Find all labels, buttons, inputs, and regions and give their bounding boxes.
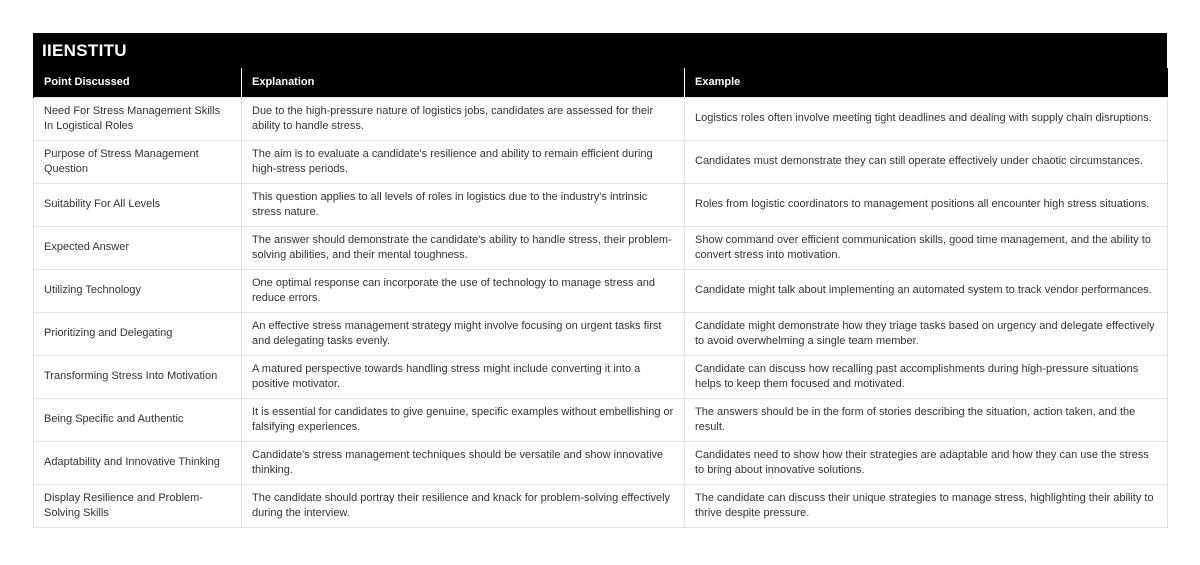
header-explanation: Explanation xyxy=(242,68,685,97)
cell-explanation: It is essential for candidates to give genuine, specific examples without embellishing or falsifying experiences. xyxy=(242,398,685,441)
cell-example: Candidates must demonstrate they can still operate effectively under chaotic circumstances. xyxy=(685,140,1168,183)
content-table-container xyxy=(33,33,1167,528)
cell-example: Candidate can discuss how recalling past accomplishments during high-pressure situations helps to keep them focused and motivated. xyxy=(685,355,1168,398)
header-example: Example xyxy=(685,68,1168,97)
cell-point: Expected Answer xyxy=(34,226,242,269)
table-row xyxy=(34,398,1168,441)
cell-point: Transforming Stress Into Motivation xyxy=(34,355,242,398)
table-body xyxy=(34,97,1168,527)
cell-example: Logistics roles often involve meeting tight deadlines and dealing with supply chain disruptions. xyxy=(685,97,1168,140)
cell-example: The answers should be in the form of stories describing the situation, action taken, and the result. xyxy=(685,398,1168,441)
cell-point: Utilizing Technology xyxy=(34,269,242,312)
table-row xyxy=(34,183,1168,226)
cell-explanation: Candidate's stress management techniques should be versatile and show innovative thinking. xyxy=(242,441,685,484)
cell-example: Show command over efficient communication skills, good time management, and the ability to convert stress into motivation. xyxy=(685,226,1168,269)
cell-explanation: The answer should demonstrate the candidate's ability to handle stress, their problem-solving abilities, and their mental toughness. xyxy=(242,226,685,269)
table-row xyxy=(34,484,1168,527)
table-row xyxy=(34,140,1168,183)
brand-title: IIENSTITU xyxy=(33,33,1167,68)
table-row xyxy=(34,312,1168,355)
cell-explanation: The aim is to evaluate a candidate's resilience and ability to remain efficient during high-stress periods. xyxy=(242,140,685,183)
cell-example: Candidate might talk about implementing an automated system to track vendor performances. xyxy=(685,269,1168,312)
cell-explanation: An effective stress management strategy might involve focusing on urgent tasks first and delegating tasks evenly. xyxy=(242,312,685,355)
cell-example: The candidate can discuss their unique strategies to manage stress, highlighting their ability to thrive despite pressure. xyxy=(685,484,1168,527)
cell-point: Display Resilience and Problem-Solving Skills xyxy=(34,484,242,527)
table-row xyxy=(34,97,1168,140)
table-row xyxy=(34,441,1168,484)
table-row xyxy=(34,226,1168,269)
cell-point: Need For Stress Management Skills In Logistical Roles xyxy=(34,97,242,140)
cell-point: Adaptability and Innovative Thinking xyxy=(34,441,242,484)
cell-example: Candidates need to show how their strategies are adaptable and how they can use the stress to bring about innovative solutions. xyxy=(685,441,1168,484)
cell-explanation: A matured perspective towards handling stress might include converting it into a positive motivator. xyxy=(242,355,685,398)
cell-explanation: One optimal response can incorporate the use of technology to manage stress and reduce errors. xyxy=(242,269,685,312)
cell-point: Prioritizing and Delegating xyxy=(34,312,242,355)
cell-point: Purpose of Stress Management Question xyxy=(34,140,242,183)
cell-example: Candidate might demonstrate how they triage tasks based on urgency and delegate effectively to avoid overwhelming a single team member. xyxy=(685,312,1168,355)
table-row xyxy=(34,269,1168,312)
cell-point: Suitability For All Levels xyxy=(34,183,242,226)
cell-explanation: The candidate should portray their resilience and knack for problem-solving effectively during the interview. xyxy=(242,484,685,527)
header-row xyxy=(34,68,1168,97)
cell-explanation: Due to the high-pressure nature of logistics jobs, candidates are assessed for their ability to handle stress. xyxy=(242,97,685,140)
table-row xyxy=(34,355,1168,398)
cell-explanation: This question applies to all levels of roles in logistics due to the industry's intrinsic stress nature. xyxy=(242,183,685,226)
header-point-discussed: Point Discussed xyxy=(34,68,242,97)
stress-management-table xyxy=(33,68,1168,528)
cell-example: Roles from logistic coordinators to management positions all encounter high stress situations. xyxy=(685,183,1168,226)
cell-point: Being Specific and Authentic xyxy=(34,398,242,441)
table-header xyxy=(34,68,1168,97)
